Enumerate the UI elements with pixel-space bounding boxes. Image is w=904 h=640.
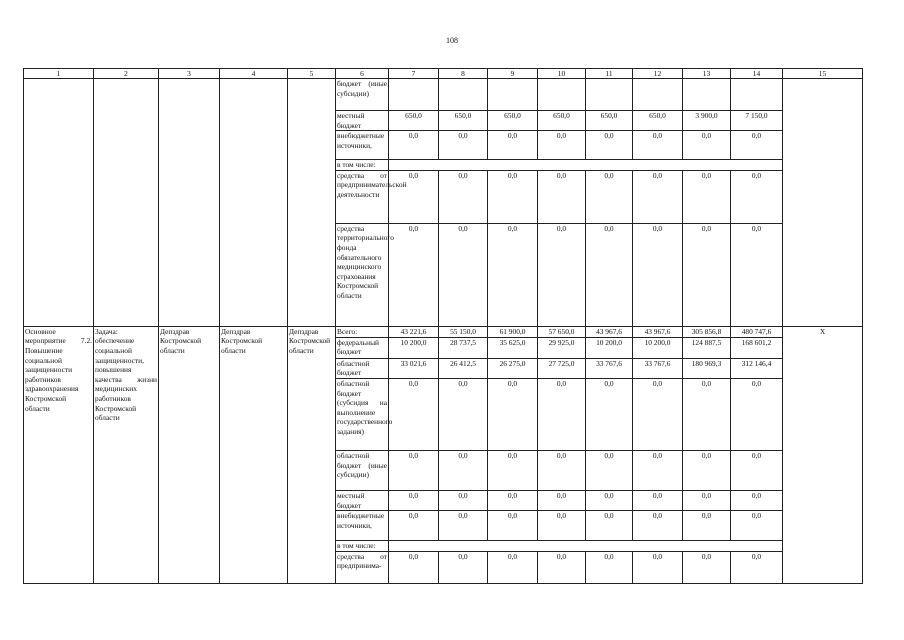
value-cell: 28 737,5 bbox=[439, 337, 488, 358]
value-cell: 0,0 bbox=[488, 450, 538, 490]
value-cell: 0,0 bbox=[389, 170, 439, 223]
value-cell: 33 767,6 bbox=[633, 358, 683, 378]
value-cell: 0,0 bbox=[538, 450, 586, 490]
value-cell: 0,0 bbox=[633, 490, 683, 510]
value-cell: 0,0 bbox=[586, 511, 633, 541]
value-cell: 0,0 bbox=[389, 551, 439, 583]
budget-table bbox=[23, 68, 863, 584]
value-cell bbox=[586, 79, 633, 111]
value-cell: 0,0 bbox=[389, 511, 439, 541]
value-cell: 0,0 bbox=[683, 551, 731, 583]
task-cell: Задача: обеспечение социальной защищенности, повышения качества жизни медицинских работников Костромской области bbox=[94, 326, 159, 583]
value-cell: 0,0 bbox=[538, 551, 586, 583]
value-cell: 0,0 bbox=[586, 551, 633, 583]
value-cell: 33 767,6 bbox=[586, 358, 633, 378]
header-row bbox=[24, 69, 863, 79]
value-cell: 0,0 bbox=[683, 170, 731, 223]
value-cell: 0,0 bbox=[488, 378, 538, 450]
value-cell: 0,0 bbox=[633, 450, 683, 490]
column-header: 8 bbox=[439, 69, 488, 79]
value-cell bbox=[731, 79, 783, 111]
indicator-label: средства от предпринимательской деятельности bbox=[336, 170, 389, 223]
value-cell: 10 200,0 bbox=[586, 337, 633, 358]
indicator-label: областной бюджет (субсидия на выполнение государственного задания) bbox=[336, 378, 389, 450]
value-cell: 0,0 bbox=[439, 450, 488, 490]
value-cell: 650,0 bbox=[389, 111, 439, 131]
indicator-label: федеральный бюджет bbox=[336, 337, 389, 358]
value-cell bbox=[389, 79, 439, 111]
value-cell bbox=[633, 79, 683, 111]
value-cell: 26 412,5 bbox=[439, 358, 488, 378]
column-header: 3 bbox=[159, 69, 220, 79]
value-cell: 650,0 bbox=[538, 111, 586, 131]
indicator-label: местный бюджет bbox=[336, 490, 389, 510]
value-cell: 0,0 bbox=[488, 511, 538, 541]
value-cell: 0,0 bbox=[683, 131, 731, 160]
value-cell: 0,0 bbox=[488, 490, 538, 510]
value-cell: 35 625,0 bbox=[488, 337, 538, 358]
value-cell: 0,0 bbox=[538, 511, 586, 541]
value-cell: 0,0 bbox=[633, 551, 683, 583]
value-cell: 0,0 bbox=[633, 131, 683, 160]
value-cell: 29 925,0 bbox=[538, 337, 586, 358]
value-cell bbox=[538, 79, 586, 111]
value-cell: 0,0 bbox=[731, 131, 783, 160]
indicator-label: местный бюджет bbox=[336, 111, 389, 131]
column-header: 10 bbox=[538, 69, 586, 79]
value-cell: 0,0 bbox=[439, 223, 488, 326]
value-cell: 27 725,0 bbox=[538, 358, 586, 378]
value-cell: 10 200,0 bbox=[633, 337, 683, 358]
value-cell: 312 146,4 bbox=[731, 358, 783, 378]
value-cell: 57 650,0 bbox=[538, 326, 586, 337]
indicator-label: средства от предпринима- bbox=[336, 551, 389, 583]
value-cell: 26 275,0 bbox=[488, 358, 538, 378]
value-cell: 43 967,6 bbox=[586, 326, 633, 337]
empty-values-cell bbox=[389, 541, 783, 552]
indicator-label: в том числе: bbox=[336, 541, 389, 552]
column-header: 15 bbox=[783, 69, 863, 79]
executor-cell: Депздрав Костромской области bbox=[159, 326, 220, 583]
value-cell: 10 200,0 bbox=[389, 337, 439, 358]
value-cell: 0,0 bbox=[586, 450, 633, 490]
value-cell: 0,0 bbox=[683, 490, 731, 510]
value-cell: 0,0 bbox=[389, 131, 439, 160]
value-cell: 0,0 bbox=[731, 490, 783, 510]
indicator-label: внебюджетные источники, bbox=[336, 131, 389, 160]
value-cell: 168 601,2 bbox=[731, 337, 783, 358]
blank-cell bbox=[220, 79, 288, 327]
value-cell: 0,0 bbox=[488, 131, 538, 160]
value-cell: 0,0 bbox=[731, 450, 783, 490]
value-cell: 0,0 bbox=[439, 551, 488, 583]
value-cell: 0,0 bbox=[389, 490, 439, 510]
column-header: 12 bbox=[633, 69, 683, 79]
value-cell: 0,0 bbox=[538, 223, 586, 326]
column-header: 14 bbox=[731, 69, 783, 79]
value-cell: 0,0 bbox=[586, 378, 633, 450]
table-row bbox=[24, 79, 863, 111]
value-cell: 55 150,0 bbox=[439, 326, 488, 337]
column-header: 5 bbox=[288, 69, 336, 79]
event-name-cell: Основное мероприятие 7.2. Повышение социальной защищенности работников здравоохранения Костромской области bbox=[24, 326, 94, 583]
value-cell: 0,0 bbox=[389, 223, 439, 326]
indicator-label: Всего: bbox=[336, 326, 389, 337]
value-cell: 0,0 bbox=[731, 551, 783, 583]
value-cell: 0,0 bbox=[683, 378, 731, 450]
value-cell: 0,0 bbox=[488, 223, 538, 326]
value-cell: 0,0 bbox=[538, 131, 586, 160]
coexecutor-cell: Депздрав Костромской области bbox=[220, 326, 288, 583]
value-cell: 0,0 bbox=[538, 490, 586, 510]
column-header: 4 bbox=[220, 69, 288, 79]
indicator-label: внебюджетные источники, bbox=[336, 511, 389, 541]
value-cell: 61 900,0 bbox=[488, 326, 538, 337]
value-cell: 0,0 bbox=[389, 378, 439, 450]
value-cell: 0,0 bbox=[488, 551, 538, 583]
mark-cell: X bbox=[783, 326, 863, 583]
value-cell: 124 887,5 bbox=[683, 337, 731, 358]
value-cell bbox=[488, 79, 538, 111]
column-header: 9 bbox=[488, 69, 538, 79]
value-cell: 0,0 bbox=[683, 223, 731, 326]
blank-cell bbox=[288, 79, 336, 327]
value-cell: 0,0 bbox=[586, 223, 633, 326]
value-cell: 650,0 bbox=[439, 111, 488, 131]
blank-cell bbox=[24, 79, 94, 327]
value-cell: 0,0 bbox=[633, 223, 683, 326]
value-cell: 0,0 bbox=[683, 450, 731, 490]
blank-cell bbox=[94, 79, 159, 327]
blank-cell bbox=[159, 79, 220, 327]
value-cell: 0,0 bbox=[439, 378, 488, 450]
table-row bbox=[24, 326, 863, 337]
indicator-label: средства территориального фонда обязательного медицинского страхования Костромской области bbox=[336, 223, 389, 326]
value-cell: 0,0 bbox=[439, 490, 488, 510]
value-cell: 3 900,0 bbox=[683, 111, 731, 131]
column-header: 13 bbox=[683, 69, 731, 79]
value-cell: 0,0 bbox=[488, 170, 538, 223]
value-cell: 0,0 bbox=[538, 170, 586, 223]
column-header: 1 bbox=[24, 69, 94, 79]
indicator-label: в том числе: bbox=[336, 160, 389, 171]
value-cell: 0,0 bbox=[731, 170, 783, 223]
value-cell: 0,0 bbox=[586, 170, 633, 223]
value-cell: 650,0 bbox=[633, 111, 683, 131]
recipient-cell: Депздрав Костромской области bbox=[288, 326, 336, 583]
value-cell: 480 747,6 bbox=[731, 326, 783, 337]
value-cell: 0,0 bbox=[586, 490, 633, 510]
column-header: 2 bbox=[94, 69, 159, 79]
value-cell: 0,0 bbox=[389, 450, 439, 490]
value-cell: 0,0 bbox=[731, 511, 783, 541]
value-cell: 650,0 bbox=[488, 111, 538, 131]
value-cell bbox=[439, 79, 488, 111]
value-cell: 33 021,6 bbox=[389, 358, 439, 378]
indicator-label: бюджет (иные субсидии) bbox=[336, 79, 389, 111]
value-cell bbox=[683, 79, 731, 111]
value-cell: 650,0 bbox=[586, 111, 633, 131]
value-cell: 0,0 bbox=[633, 511, 683, 541]
value-cell: 0,0 bbox=[439, 170, 488, 223]
column-header: 6 bbox=[336, 69, 389, 79]
empty-values-cell bbox=[389, 160, 783, 171]
page-number: 108 bbox=[446, 36, 458, 45]
value-cell: 180 969,3 bbox=[683, 358, 731, 378]
indicator-label: областной бюджет (иные субсидии) bbox=[336, 450, 389, 490]
value-cell: 43 221,6 bbox=[389, 326, 439, 337]
value-cell: 305 856,8 bbox=[683, 326, 731, 337]
column-header: 11 bbox=[586, 69, 633, 79]
value-cell: 43 967,6 bbox=[633, 326, 683, 337]
value-cell: 0,0 bbox=[731, 223, 783, 326]
value-cell: 0,0 bbox=[633, 378, 683, 450]
value-cell: 0,0 bbox=[633, 170, 683, 223]
value-cell: 0,0 bbox=[731, 378, 783, 450]
column-header: 7 bbox=[389, 69, 439, 79]
value-cell: 0,0 bbox=[538, 378, 586, 450]
indicator-label: областной бюджет bbox=[336, 358, 389, 378]
value-cell: 0,0 bbox=[439, 131, 488, 160]
blank-cell bbox=[783, 79, 863, 327]
value-cell: 0,0 bbox=[586, 131, 633, 160]
value-cell: 7 150,0 bbox=[731, 111, 783, 131]
value-cell: 0,0 bbox=[683, 511, 731, 541]
value-cell: 0,0 bbox=[439, 511, 488, 541]
